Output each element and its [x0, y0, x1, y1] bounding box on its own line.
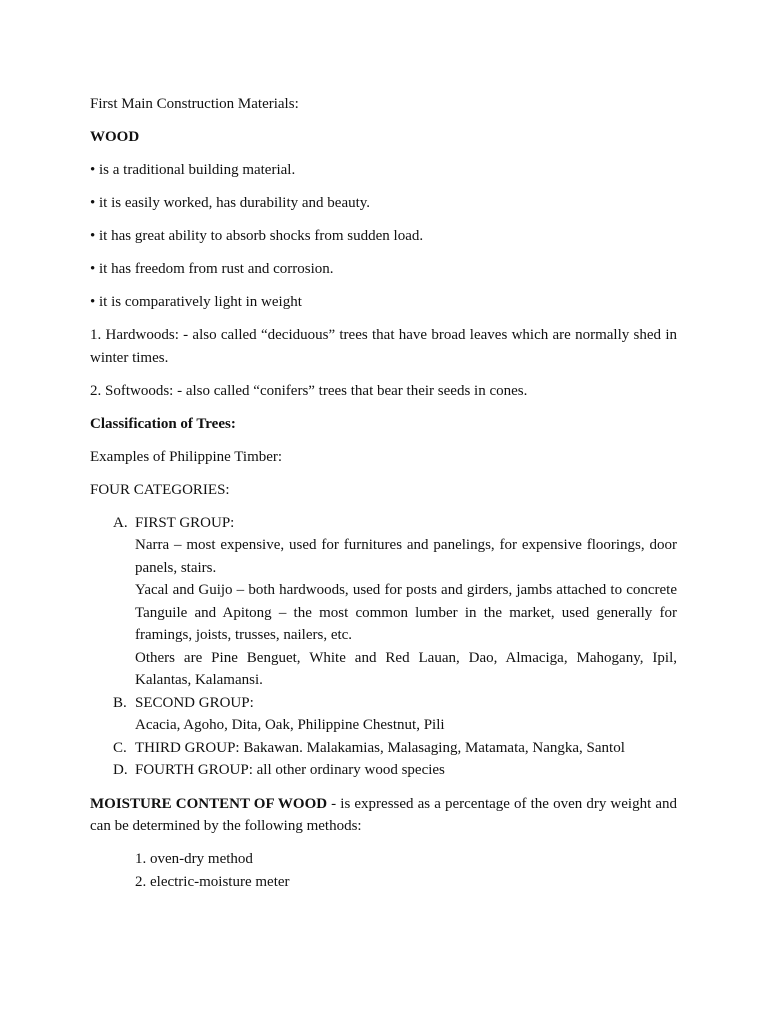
group-title: FIRST GROUP:	[135, 514, 235, 531]
document-page	[90, 93, 677, 893]
group-marker: B.	[113, 694, 127, 711]
group-line: Narra – most expensive, used for furnitures and panelings, for expensive floorings, door panels, stairs.	[135, 537, 677, 576]
moisture-label: MOISTURE CONTENT OF WOOD	[90, 795, 328, 812]
group-marker: C.	[113, 739, 127, 756]
bullet-item: • it is easily worked, has durability and beauty.	[90, 195, 371, 211]
methods-list	[90, 848, 677, 893]
hardwoods-paragraph: 1. Hardwoods: - also called “deciduous” trees that have broad leaves which are normally shed in winter times.	[90, 327, 677, 366]
group-item	[90, 512, 677, 692]
group-title: FOURTH GROUP: all other ordinary wood species	[135, 762, 445, 778]
bullet-item: • it has freedom from rust and corrosion.	[90, 261, 334, 277]
moisture-paragraph	[90, 793, 677, 838]
method-item: 1. oven-dry method	[135, 851, 253, 867]
group-marker: A.	[113, 514, 128, 531]
group-item	[90, 692, 677, 737]
group-title: SECOND GROUP:	[135, 694, 254, 711]
group-item	[90, 737, 677, 760]
intro-line: First Main Construction Materials:	[90, 96, 299, 112]
group-title: THIRD GROUP: Bakawan. Malakamias, Malasaging, Matamata, Nangka, Santol	[135, 739, 625, 756]
group-line: Yacal and Guijo – both hardwoods, used for posts and girders, jambs attached to concrete Tanguile and Apitong – the most common lumber in the market, used generally for framings, joists, trusses, nailers, etc.	[135, 582, 677, 643]
bullet-item: • it is comparatively light in weight	[90, 294, 302, 310]
group-list	[90, 512, 677, 782]
categories-heading: FOUR CATEGORIES:	[90, 481, 230, 498]
wood-heading: WOOD	[90, 129, 140, 145]
group-line: Others are Pine Benguet, White and Red Lauan, Dao, Almaciga, Mahogany, Ipil, Kalantas, Kalamansi.	[135, 649, 677, 688]
examples-line: Examples of Philippine Timber:	[90, 448, 283, 465]
moisture-text: - is expressed as a percentage of the oven dry weight and can be determined by the following methods:	[90, 795, 678, 834]
group-item	[90, 759, 677, 782]
softwoods-paragraph: 2. Softwoods: - also called “conifers” trees that bear their seeds in cones.	[90, 382, 528, 399]
group-line: Acacia, Agoho, Dita, Oak, Philippine Chestnut, Pili	[135, 717, 445, 733]
group-marker: D.	[113, 762, 128, 778]
bullet-item: • is a traditional building material.	[90, 162, 296, 178]
method-item: 2. electric-moisture meter	[135, 873, 290, 890]
classification-heading: Classification of Trees:	[90, 415, 236, 432]
bullet-item: • it has great ability to absorb shocks from sudden load.	[90, 228, 424, 244]
